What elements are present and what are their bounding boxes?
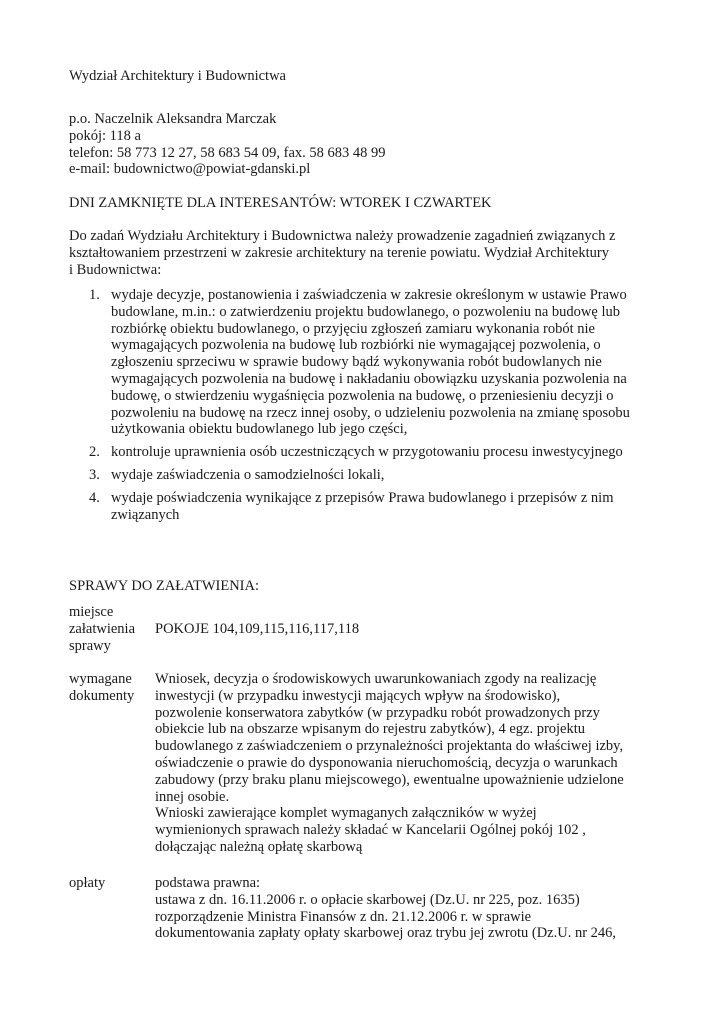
duty-line: kontroluje uprawnienia osób uczestniczących w przygotowaniu procesu inwestycyjnego [111, 444, 623, 461]
duty-item [69, 444, 659, 461]
duty-line: wydaje zaświadczenia o samodzielności lokali, [111, 466, 385, 483]
fees-row [69, 875, 659, 945]
duty-number: 1. [89, 287, 100, 303]
documents-line: pozwolenie konserwatora zabytków (w przypadku robót prowadzonych przy [155, 704, 600, 721]
email-address: e-mail: budownictwo@powiat-gdanski.pl [69, 161, 311, 178]
duty-number: 3. [89, 466, 100, 483]
documents-line: Wnioski zawierające komplet wymaganych załączników w wyżej [155, 805, 537, 822]
intro-line: kształtowaniem przestrzeni w zakresie architektury na terenie powiatu. Wydział Architektury [69, 244, 609, 261]
documents-line: wymienionych sprawach należy składać w Kancelarii Ogólnej pokój 102 , [155, 822, 586, 839]
label-line: wymagane [69, 671, 132, 687]
place-row [69, 604, 659, 656]
duty-item [69, 467, 659, 484]
duty-number: 4. [89, 489, 100, 506]
duty-number: 2. [89, 444, 100, 461]
duty-item [69, 287, 659, 438]
documents-line: inwestycji (w przypadku inwestycji mających wpływ na środowisko), [155, 687, 561, 704]
duty-line: wymagających pozwolenia na budowę i nakładaniu obowiązku uzyskania pozwolenia na [111, 370, 627, 387]
duty-line: budowlane, m.in.: o zatwierdzeniu projektu budowlanego, o pozwoleniu na budowę lub [111, 303, 620, 320]
documents-line: Wniosek, decyzja o środowiskowych uwarunkowaniach zgody na realizację [155, 671, 597, 687]
contact-block [69, 111, 659, 178]
intro-line: i Budownictwa: [69, 261, 162, 278]
duties-list [69, 287, 659, 529]
closed-days-notice: DNI ZAMKNIĘTE DLA INTERESANTÓW: WTOREK I CZWARTEK [69, 195, 492, 211]
intro-paragraph [69, 228, 659, 278]
fees-label: opłaty [69, 875, 106, 891]
documents-line: dołączając należną opłatę skarbową [155, 838, 363, 855]
duty-line: pozwoleniu na budowę na rzecz innej osoby, o udzieleniu pozwolenia na zmianę sposobu [111, 404, 630, 421]
duty-line: wydaje decyzje, postanowienia i zaświadczenia w zakresie określonym w ustawie Prawo [111, 287, 627, 303]
fees-line: dokumentowania zapłaty opłaty skarbowej oraz trybu jej zwrotu (Dz.U. nr 246, [155, 925, 617, 942]
documents-line: budowlanego z zaświadczeniem o przynależności projektanta do właściwej izby, [155, 738, 624, 755]
phone-fax: telefon: 58 773 12 27, 58 683 54 09, fax. 58 683 48 99 [69, 144, 386, 161]
documents-line: innej osobie. [155, 788, 230, 805]
department-title: Wydział Architektury i Budownictwa [69, 68, 286, 84]
duty-line: budowę, o stwierdzeniu wygaśnięcia pozwolenia na budowę, o przeniesieniu decyzji o [111, 387, 614, 404]
documents-line: zabudowy (przy braku planu miejscowego), ewentualne upoważnienie udzielone [155, 771, 624, 788]
place-value: POKOJE 104,109,115,116,117,118 [155, 621, 360, 637]
fees-line: podstawa prawna: [155, 875, 261, 891]
fees-content [155, 875, 659, 942]
duty-item [69, 490, 659, 524]
room-number: pokój: 118 a [69, 127, 141, 144]
duty-line: użytkowania obiektu budowlanego lub jego części, [111, 421, 408, 438]
matters-heading: SPRAWY DO ZAŁATWIENIA: [69, 578, 260, 594]
duty-line: wymagających pozwolenia na budowę lub rozbiórki nie wymagającej pozwolenia, o [111, 337, 601, 354]
fees-line: ustawa z dn. 16.11.2006 r. o opłacie skarbowej (Dz.U. nr 225, poz. 1635) [155, 891, 580, 908]
duty-line: związanych [111, 506, 180, 523]
label-line: miejsce [69, 604, 114, 620]
label-line: załatwienia [69, 620, 136, 637]
documents-row [69, 671, 659, 861]
label-line: dokumenty [69, 687, 135, 704]
fees-line: rozporządzenie Ministra Finansów z dn. 21.12.2006 r. w sprawie [155, 908, 532, 925]
label-line: sprawy [69, 637, 111, 654]
documents-line: obiekcie lub na obszarze wpisanym do rejestru zabytków), 4 egz. projektu [155, 721, 586, 738]
head-of-department: p.o. Naczelnik Aleksandra Marczak [69, 111, 277, 127]
duty-line: rozbiórkę obiektu budowlanego, o przyjęciu zgłoszeń zamiaru wykonania robót nie [111, 320, 595, 337]
documents-label [69, 671, 153, 705]
documents-content [155, 671, 659, 856]
place-label [69, 604, 153, 654]
intro-line: Do zadań Wydziału Architektury i Budownictwa należy prowadzenie zagadnień związanych z [69, 228, 616, 244]
documents-line: oświadczenie o prawie do dysponowania nieruchomością, decyzja o warunkach [155, 754, 618, 771]
duty-line: wydaje poświadczenia wynikające z przepisów Prawa budowlanego i przepisów z nim [111, 489, 614, 506]
duty-line: zgłoszeniu sprzeciwu w sprawie budowy bądź wykonywania robót budowlanych nie [111, 354, 602, 371]
